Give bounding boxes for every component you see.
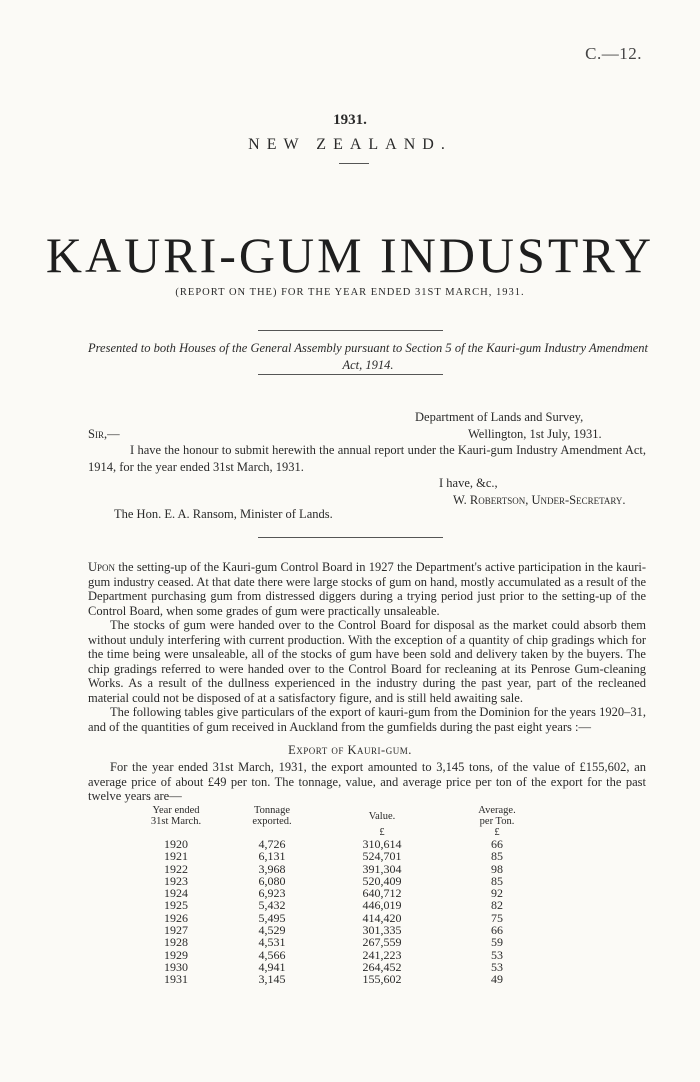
table-row — [130, 961, 552, 973]
cell-value: 446,019 — [362, 898, 402, 913]
signature-text: W. Robertson, Under-Secretary. — [453, 493, 626, 507]
table-row — [130, 887, 552, 899]
report-body — [88, 560, 646, 734]
cell-value: 310,614 — [362, 837, 402, 851]
cell-value: 155,602 — [362, 972, 402, 987]
export-intro — [88, 760, 646, 804]
cell-year: 1926 — [164, 910, 188, 925]
table-row — [130, 863, 552, 875]
cell-value: 414,420 — [362, 910, 402, 925]
cell-tonnage: 4,529 — [258, 923, 286, 938]
table-row — [130, 899, 552, 911]
cell-average: 66 — [491, 837, 503, 851]
divider-upper — [258, 330, 443, 331]
header-value-text: Value. — [368, 810, 396, 822]
cell-tonnage: 4,726 — [258, 837, 286, 851]
cell-value: 267,559 — [362, 935, 402, 950]
table-header-row — [130, 805, 552, 827]
report-title: KAURI-GUM INDUSTRY — [45, 227, 655, 283]
header-tonnage-line1: Tonnage — [253, 805, 290, 816]
cell-value: 264,452 — [362, 959, 402, 974]
cell-average: 98 — [491, 861, 503, 876]
cell-tonnage: 6,131 — [258, 849, 286, 864]
cell-tonnage: 4,531 — [258, 935, 286, 950]
cell-year: 1923 — [164, 873, 188, 888]
cell-value: 520,409 — [362, 873, 402, 888]
cell-year: 1928 — [164, 935, 188, 950]
cell-average: 49 — [491, 972, 503, 987]
header-year — [130, 805, 222, 827]
cell-value: 640,712 — [362, 886, 402, 901]
export-section-heading: Export of Kauri-gum. — [288, 743, 412, 757]
cell-tonnage: 5,432 — [258, 898, 286, 913]
header-year-line2: 31st March. — [150, 816, 202, 827]
divider-lower — [258, 374, 443, 375]
cell-tonnage: 5,495 — [258, 910, 286, 925]
cell-tonnage: 4,941 — [258, 959, 286, 974]
paragraph-1-lead: Upon — [88, 560, 116, 574]
presented-note: Presented to both Houses of the General Assembly pursuant to Section 5 of the Kauri-gum Industry Amendment Act, 1914. — [88, 341, 648, 372]
cell-value: 301,335 — [362, 923, 402, 938]
cell-average: 85 — [491, 873, 503, 888]
divider-letter-end — [258, 537, 443, 538]
unit-average: £ — [494, 827, 500, 838]
cell-year: 1922 — [164, 861, 188, 876]
cell-year: 1924 — [164, 886, 188, 901]
divider-short — [339, 163, 369, 164]
table-row — [130, 949, 552, 961]
table-units-row — [130, 827, 552, 838]
letter-closing: I have, &c., — [439, 476, 498, 490]
cell-value: 241,223 — [362, 947, 402, 962]
table-row — [130, 850, 552, 862]
country-heading: NEW ZEALAND. — [248, 136, 452, 153]
cell-average: 53 — [491, 959, 503, 974]
header-year-line1: Year ended — [152, 805, 200, 816]
cell-tonnage: 3,145 — [258, 972, 286, 987]
header-average-line1: Average. — [478, 805, 516, 816]
cell-year: 1931 — [164, 972, 188, 987]
paragraph-3: The following tables give particulars of the export of kauri-gum from the Dominion for the years 1920–31, and of the quantities of gum received in Auckland from the gumfields during the past eight years :— — [88, 705, 646, 734]
header-value — [322, 805, 442, 827]
letter-place-date: Wellington, 1st July, 1931. — [468, 427, 602, 441]
cell-year: 1925 — [164, 898, 188, 913]
cell-average: 85 — [491, 849, 503, 864]
header-tonnage-line2: exported. — [252, 816, 292, 827]
header-average — [442, 805, 552, 827]
table-row — [130, 912, 552, 924]
export-intro-text: For the year ended 31st March, 1931, the export amounted to 3,145 tons, of the value of £155,602, an average price of about £49 per ton. The tonnage, value, and average price per ton of the export for the past twelve years are— — [88, 760, 646, 803]
export-table — [130, 805, 552, 986]
cell-tonnage: 3,968 — [258, 861, 286, 876]
header-tonnage — [222, 805, 322, 827]
letter-addressee: The Hon. E. A. Ransom, Minister of Lands. — [114, 507, 333, 521]
letter-salutation: Sir,— — [88, 427, 120, 441]
header-average-line2: per Ton. — [479, 816, 515, 827]
paragraph-1-text: the setting-up of the Kauri-gum Control Board in 1927 the Department's active participation in the kauri-gum industry ceased. At that date there were large stocks of gum on hand, mostly accumulated as a result of the Department purchasing gum from distressed diggers during a trying period just prior to the setting-up of the Control Board, when some grades of gum were practically unsaleable. — [88, 560, 646, 618]
cell-year: 1920 — [164, 837, 188, 851]
cell-year: 1921 — [164, 849, 188, 864]
cell-year: 1929 — [164, 947, 188, 962]
cell-average: 66 — [491, 923, 503, 938]
table-row — [130, 875, 552, 887]
letter-body-text: I have the honour to submit herewith the annual report under the Kauri-gum Industry Amendment Act, 1914, for the year ended 31st March, 1931. — [88, 443, 646, 474]
cell-tonnage: 6,080 — [258, 873, 286, 888]
table-row — [130, 838, 552, 850]
paragraph-1 — [88, 560, 646, 618]
table-row — [130, 936, 552, 948]
cell-average: 75 — [491, 910, 503, 925]
document-year: 1931. — [333, 112, 367, 128]
cell-year: 1927 — [164, 923, 188, 938]
table-row — [130, 924, 552, 936]
cell-average: 53 — [491, 947, 503, 962]
unit-value: £ — [379, 827, 385, 838]
cell-value: 524,701 — [362, 849, 402, 864]
letter-department: Department of Lands and Survey, — [415, 410, 584, 424]
report-subtitle: (REPORT ON THE) FOR THE YEAR ENDED 31ST MARCH, 1931. — [175, 287, 525, 298]
cell-average: 82 — [491, 898, 503, 913]
cell-tonnage: 6,923 — [258, 886, 286, 901]
cell-average: 92 — [491, 886, 503, 901]
table-row — [130, 973, 552, 985]
cell-year: 1930 — [164, 959, 188, 974]
cell-average: 59 — [491, 935, 503, 950]
paragraph-2: The stocks of gum were handed over to the Control Board for disposal as the market could absorb them without unduly interfering with current production. With the exception of a quantity of chip gradings which for the time being were unsaleable, all of the stocks of gum have been sold and delivery taken by the buyers. The chip gradings referred to were handed over to the Control Board for recleaning at its Penrose Gum-cleaning Works. As a result of the dullness experienced in the industry during the past year, part of the recleaned material could not be disposed of at a satisfactory figure, and is still held awaiting sale. — [88, 618, 646, 705]
letter-body — [88, 442, 646, 476]
cell-tonnage: 4,566 — [258, 947, 286, 962]
table-body — [130, 838, 552, 986]
document-reference: C.—12. — [585, 44, 642, 63]
cell-value: 391,304 — [362, 861, 402, 876]
letter-signature — [453, 492, 626, 509]
